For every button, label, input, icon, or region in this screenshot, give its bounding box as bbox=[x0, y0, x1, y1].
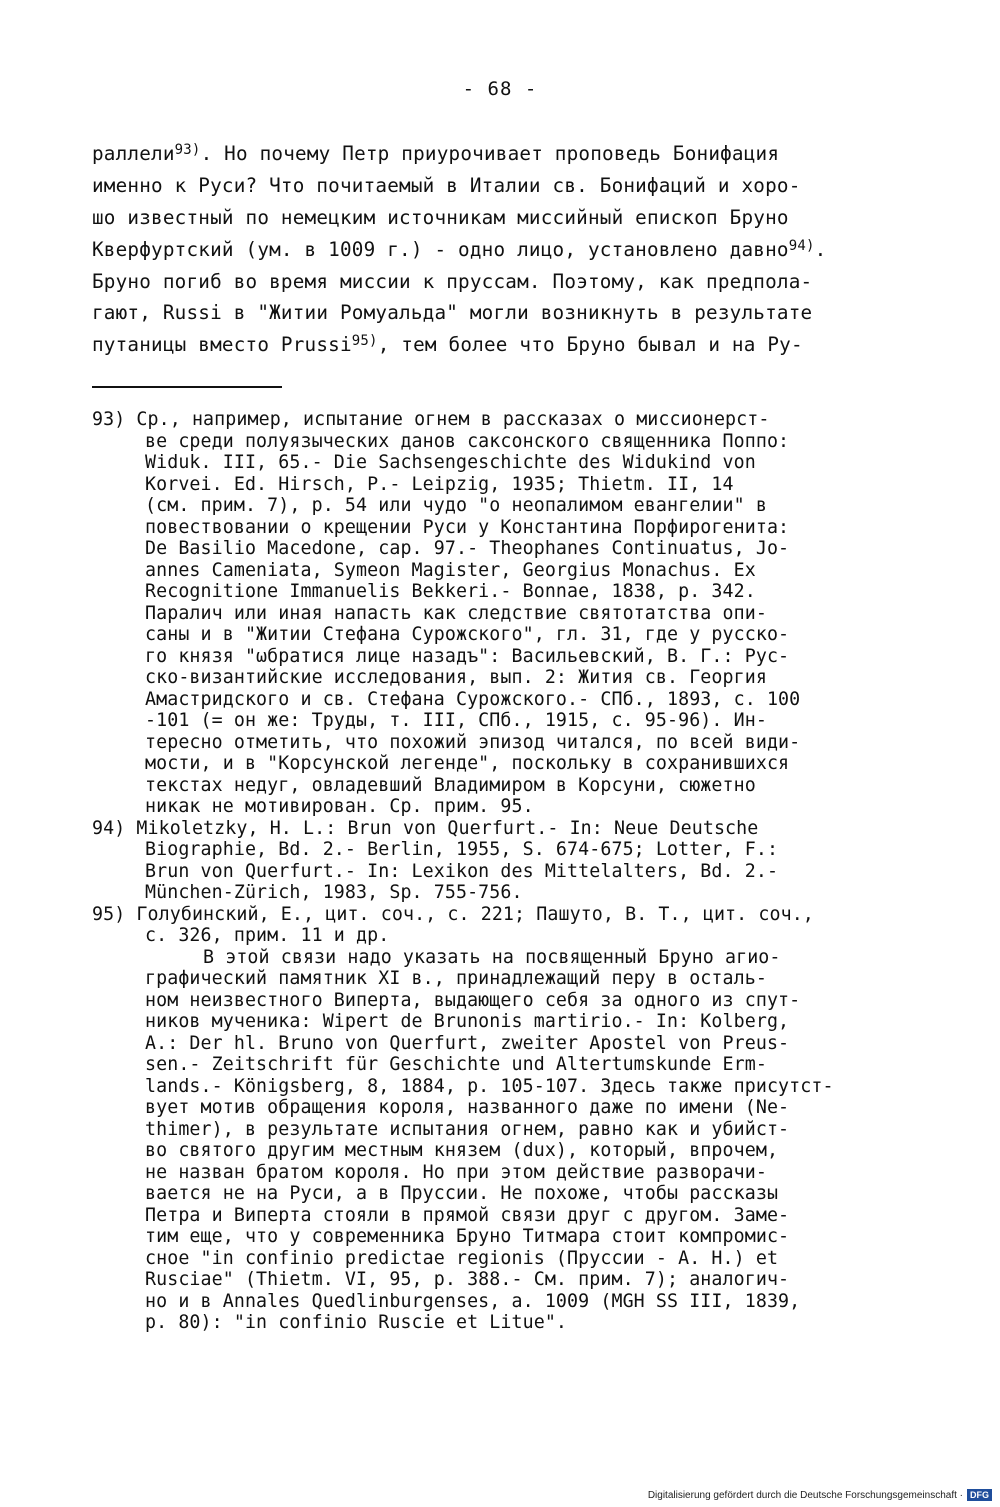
footnote-93-line: ве среди полуязычеcких данов саксонского священника Поппо: bbox=[145, 431, 790, 452]
footnote-95-para-line: thimer), в результате испытания огнем, равно как и убийст- bbox=[145, 1119, 790, 1140]
body-line-4 bbox=[92, 238, 826, 261]
body-line-4-text-b: . bbox=[814, 238, 827, 261]
footnote-separator bbox=[92, 386, 282, 388]
footnote-93-line: тересно отметить, что похожий эпизод читался, по всей види- bbox=[145, 732, 801, 753]
footnote-93-line: саны и в "Житии Стефана Сурожского", гл. 31, где у русско- bbox=[145, 624, 790, 645]
footnote-93-line: Widuk. III, 65.- Die Sachsengeschichte des Widukind von bbox=[145, 452, 756, 473]
footnote-94-line: 94) Mikoletzky, H. L.: Brun von Querfurt.- In: Neue Deutsche bbox=[92, 818, 759, 839]
footnote-95-para-line: Rusciae" (Thietm. VI, 95, p. 388.- См. прим. 7); аналогич- bbox=[145, 1269, 790, 1290]
footnote-ref-94: 94) bbox=[788, 238, 815, 254]
body-line-2: именно к Руси? Что почитаемый в Италии св. Бонифаций и хоро- bbox=[92, 174, 801, 197]
footnote-95-para-line: ном неизвестного Виперта, выдающего себя за одного из спут- bbox=[145, 990, 801, 1011]
footnote-93-line: ско-византийские исследования, вып. 2: Жития св. Георгия bbox=[145, 667, 767, 688]
body-line-3: шо известный по немецким источникам миссийный епископ Бруно bbox=[92, 206, 789, 229]
footnote-95-para-line: не назван братом короля. Но при этом действие разворачи- bbox=[145, 1162, 767, 1183]
footnote-95-para-line: но и в Annales Quedlinburgenses, a. 1009 (MGH SS III, 1839, bbox=[145, 1291, 801, 1312]
footnote-94-line: München-Zürich, 1983, Sp. 755-756. bbox=[145, 882, 523, 903]
body-line-7-text-b: , тем более что Бруно бывал и на Ру- bbox=[377, 333, 803, 356]
footnote-93-line: (см. прим. 7), p. 54 или чудо "о неопалимом евангелии" в bbox=[145, 495, 767, 516]
body-line-6: гают, Russi в "Житии Ромуальда" могли возникнуть в результате bbox=[92, 301, 813, 324]
body-line-1-text-b: . Но почему Петр приурочивает проповедь Бонифация bbox=[200, 142, 780, 165]
footnote-95-line: 95) Голубинский, Е., цит. соч., с. 221; Пашуто, В. Т., цит. соч., bbox=[92, 904, 814, 925]
body-line-4-text-a: Кверфуртский (ум. в 1009 г.) - одно лицо, установлено давно bbox=[92, 238, 789, 261]
body-line-1-text-a: раллели bbox=[92, 142, 175, 165]
footnote-93-line: -101 (= он же: Труды, т. III, СПб., 1915, с. 95-96). Ин- bbox=[145, 710, 767, 731]
footnote-95-para-line: графический памятник XI в., принадлежащий перу в осталь- bbox=[145, 968, 767, 989]
footnote-93-line: текстах недуг, овладевший Владимиром в Корсуни, сюжетно bbox=[145, 775, 756, 796]
body-line-5: Бруно погиб во время миссии к пруссам. Поэтому, как предпола- bbox=[92, 270, 813, 293]
footnote-93-line: никак не мотивирован. Ср. прим. 95. bbox=[145, 796, 534, 817]
footnote-95-para-line: тим еще, что у современника Бруно Титмара стоит компромис- bbox=[145, 1226, 790, 1247]
body-line-1 bbox=[92, 142, 779, 165]
body-line-7-text-a: путаницы вместо Prussi bbox=[92, 333, 352, 356]
body-line-7 bbox=[92, 333, 803, 356]
footnote-ref-95: 95) bbox=[351, 333, 378, 349]
page-number: - 68 - bbox=[462, 78, 538, 100]
footnote-ref-93: 93) bbox=[174, 142, 201, 158]
footnote-93-line: Korvei. Ed. Hirsch, P.- Leipzig, 1935; Thietm. II, 14 bbox=[145, 474, 734, 495]
footnote-93-line: повествовании о крещении Руси у Константина Порфирогенита: bbox=[145, 517, 790, 538]
footnote-94-line: Biographie, Bd. 2.- Berlin, 1955, S. 674-675; Lotter, F.: bbox=[145, 839, 779, 860]
footnote-93-line: De Basilio Macedone, cap. 97.- Theophanes Continuatus, Jo- bbox=[145, 538, 790, 559]
footnote-93-line: го князя "ωбратися лице назадъ": Васильевский, В. Г.: Рус- bbox=[145, 646, 790, 667]
footnote-95-para-line: Петра и Виперта стояли в прямой связи друг с другом. Заме- bbox=[145, 1205, 790, 1226]
footnote-93-line: Амастридского и св. Стефана Сурожского.- СПб., 1893, с. 100 bbox=[145, 689, 801, 710]
footnote-93-line: 93) Ср., например, испытание огнем в рассказах о миссионерст- bbox=[92, 409, 770, 430]
dfg-logo: DFG bbox=[967, 1489, 992, 1501]
footnote-94-line: Brun von Querfurt.- In: Lexikon des Mittelalters, Bd. 2.- bbox=[145, 861, 779, 882]
footnote-95-para-line: В этой связи надо указать на посвященный Бруно агио- bbox=[203, 947, 781, 968]
digitization-footer bbox=[648, 1489, 992, 1501]
footer-text: Digitalisierung gefördert durch die Deutsche Forschungsgemeinschaft · bbox=[647, 1489, 963, 1501]
footnote-95-para-line: lands.- Königsberg, 8, 1884, p. 105-107. Здесь также присутст- bbox=[145, 1076, 834, 1097]
footnote-95-para-line: вается не на Руси, а в Пруссии. Не похоже, чтобы рассказы bbox=[145, 1183, 779, 1204]
footnote-93-line: annes Cameniata, Symeon Magister, Georgius Monachus. Ex bbox=[145, 560, 756, 581]
footnote-95-para-line: p. 80): "in confinio Ruscie et Litue". bbox=[145, 1312, 568, 1333]
footnote-95-para-line: вует мотив обращения короля, названного даже по имени (Ne- bbox=[145, 1097, 790, 1118]
footnote-95-para-line: во святого другим местным князем (dux), который, впрочем, bbox=[145, 1140, 779, 1161]
footnote-93-line: Recognitione Immanuelis Bekkeri.- Bonnae, 1838, p. 342. bbox=[145, 581, 756, 602]
footnote-93-line: Паралич или иная напасть как следствие святотатства опи- bbox=[145, 603, 767, 624]
footnote-95-para-line: ников мученика: Wipert de Brunonis martirio.- In: Kolberg, bbox=[145, 1011, 790, 1032]
footnote-95-line: с. 326, прим. 11 и др. bbox=[145, 925, 390, 946]
footnote-95-para-line: сное "in confinio predictae regionis (Пруссии - А. Н.) et bbox=[145, 1248, 779, 1269]
footnote-93-line: мости, и в "Корсунской легенде", поскольку в сохранившихся bbox=[145, 753, 790, 774]
footnote-95-para-line: sen.- Zeitschrift für Geschichte und Altertumskunde Erm- bbox=[145, 1054, 767, 1075]
footnote-95-para-line: A.: Der hl. Bruno von Querfurt, zweiter Apostel von Preus- bbox=[145, 1033, 790, 1054]
